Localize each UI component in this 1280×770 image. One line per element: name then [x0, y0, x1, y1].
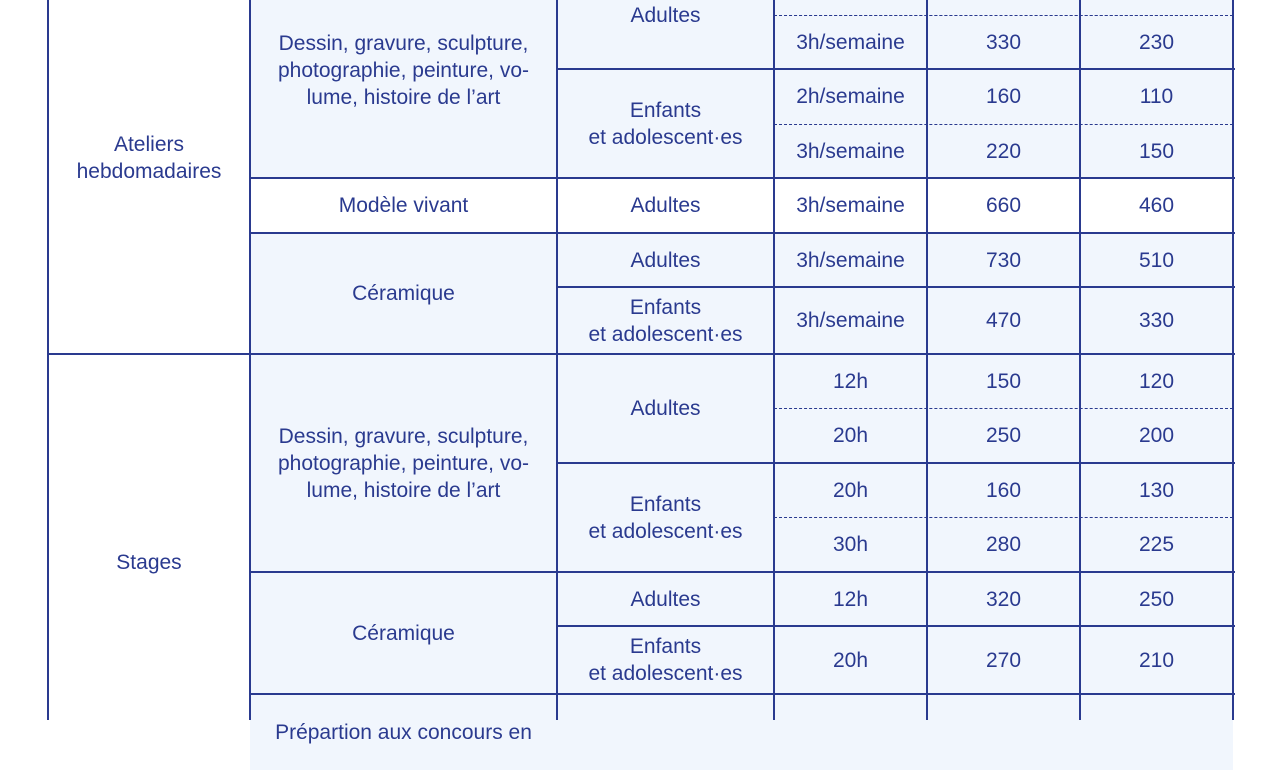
- audience-cell: [557, 626, 774, 694]
- duration-cell-text: 3h/semaine: [796, 30, 905, 54]
- reduced-price-cell: [1080, 463, 1233, 517]
- audience-cell: [557, 233, 774, 287]
- audience-cell: [557, 354, 774, 463]
- row-divider-dashed: [774, 15, 1233, 16]
- price-cell: [927, 694, 1080, 770]
- price-cell: [927, 408, 1080, 463]
- price-cell-text: 250: [985, 424, 1022, 447]
- column-divider: [926, 0, 928, 720]
- course-cell: [250, 0, 557, 178]
- category-cell-text: Ateliers hebdomadaires: [76, 133, 222, 183]
- audience-cell: [557, 463, 774, 572]
- reduced-price-cell-text: 120: [1138, 369, 1175, 393]
- price-cell-text: 150: [985, 369, 1022, 393]
- duration-cell-text: 3h/semaine: [796, 139, 905, 163]
- price-cell-text: 160: [985, 85, 1022, 108]
- duration-cell: [774, 694, 927, 770]
- reduced-price-cell-text: 250: [1138, 587, 1175, 611]
- reduced-price-cell: [1080, 408, 1233, 463]
- reduced-price-cell-text: 200: [1138, 424, 1175, 447]
- price-cell: [927, 233, 1080, 287]
- duration-cell-text: 20h: [832, 478, 869, 502]
- row-divider: [250, 571, 1235, 573]
- reduced-price-cell-text: 110: [1139, 85, 1174, 108]
- reduced-price-cell: [1080, 15, 1233, 69]
- reduced-price-cell: [1080, 233, 1233, 287]
- course-cell: [250, 178, 557, 233]
- course-cell: [250, 694, 557, 770]
- course-cell-text: Modèle vivant: [338, 194, 469, 217]
- reduced-price-cell-text: 130: [1138, 478, 1175, 502]
- price-cell: [927, 572, 1080, 626]
- row-divider-dashed: [774, 517, 1233, 518]
- column-divider: [47, 0, 49, 720]
- duration-cell: [774, 463, 927, 517]
- price-cell-text: 220: [985, 139, 1022, 163]
- course-cell-text: Céramique: [352, 621, 455, 645]
- duration-cell: [774, 287, 927, 354]
- reduced-price-cell-text: 460: [1138, 194, 1175, 217]
- course-cell: [250, 572, 557, 694]
- column-divider: [249, 0, 251, 720]
- reduced-price-cell: [1080, 626, 1233, 694]
- price-cell: [927, 287, 1080, 354]
- reduced-price-cell: [1080, 69, 1233, 124]
- price-cell-text: 280: [985, 533, 1022, 556]
- row-divider: [557, 286, 1235, 288]
- reduced-price-cell: [1080, 124, 1233, 178]
- price-cell-text: 160: [985, 478, 1022, 502]
- audience-cell-text: Adultes: [630, 4, 701, 27]
- reduced-price-cell-text: 510: [1138, 248, 1175, 272]
- duration-cell: [774, 626, 927, 694]
- column-divider: [773, 0, 775, 720]
- duration-cell-text: 3h/semaine: [796, 194, 905, 217]
- row-divider: [557, 625, 1235, 627]
- duration-cell: [774, 15, 927, 69]
- reduced-price-cell: [1080, 694, 1233, 770]
- course-cell-text: Dessin, gravure, sculpture, photographie, peinture, vo- lume, histoire de l’art: [277, 31, 529, 109]
- reduced-price-cell: [1080, 0, 1233, 15]
- price-cell-text: 660: [985, 194, 1022, 217]
- duration-cell-text: 20h: [832, 424, 869, 447]
- row-divider: [557, 462, 1235, 464]
- audience-cell: [557, 572, 774, 626]
- course-cell: [250, 233, 557, 354]
- row-divider: [557, 68, 1235, 70]
- price-cell: [927, 354, 1080, 408]
- price-cell: [927, 626, 1080, 694]
- price-cell: [927, 178, 1080, 233]
- duration-cell-text: 3h/semaine: [796, 309, 905, 332]
- row-divider-dashed: [774, 408, 1233, 409]
- audience-cell-text: Adultes: [630, 397, 701, 420]
- row-divider: [250, 232, 1235, 234]
- audience-cell: [557, 694, 774, 770]
- duration-cell: [774, 178, 927, 233]
- audience-cell-text: Enfants et adolescent·es: [588, 98, 743, 149]
- reduced-price-cell: [1080, 572, 1233, 626]
- price-cell-text: 730: [985, 248, 1022, 272]
- price-cell-text: 270: [985, 648, 1022, 672]
- duration-cell-text: 12h: [832, 369, 869, 393]
- category-cell: [48, 0, 250, 354]
- column-divider: [1232, 0, 1234, 720]
- reduced-price-cell-text: 330: [1138, 309, 1175, 332]
- duration-cell: [774, 124, 927, 178]
- audience-cell: [557, 178, 774, 233]
- category-cell-text: Stages: [116, 550, 182, 574]
- reduced-price-cell: [1080, 517, 1233, 572]
- reduced-price-cell: [1080, 287, 1233, 354]
- audience-cell-text: Adultes: [630, 194, 701, 217]
- price-cell: [927, 69, 1080, 124]
- price-cell-text: 320: [985, 587, 1022, 611]
- row-divider: [48, 353, 1235, 355]
- category-cell: [48, 354, 250, 770]
- duration-cell: [774, 354, 927, 408]
- price-cell-text: 330: [985, 30, 1022, 54]
- reduced-price-cell-text: 210: [1138, 648, 1175, 672]
- duration-cell: [774, 572, 927, 626]
- course-cell-text: Prépartion aux concours en: [275, 720, 532, 744]
- audience-cell-text: Enfants et adolescent·es: [588, 635, 743, 685]
- audience-cell-text: Enfants et adolescent·es: [588, 492, 743, 543]
- reduced-price-cell: [1080, 178, 1233, 233]
- reduced-price-cell-text: 150: [1138, 139, 1175, 163]
- price-cell: [927, 0, 1080, 15]
- duration-cell-text: 20h: [832, 648, 869, 672]
- duration-cell: [774, 408, 927, 463]
- duration-cell: [774, 0, 927, 15]
- audience-cell: [557, 0, 774, 69]
- course-cell: [250, 354, 557, 572]
- duration-cell-text: 30h: [832, 533, 869, 556]
- course-cell-text: Céramique: [352, 282, 455, 305]
- duration-cell: [774, 517, 927, 572]
- price-cell: [927, 517, 1080, 572]
- column-divider: [1079, 0, 1081, 720]
- duration-cell-text: 2h/semaine: [796, 85, 905, 108]
- duration-cell-text: 12h: [832, 587, 869, 611]
- price-cell: [927, 124, 1080, 178]
- audience-cell-text: Enfants et adolescent·es: [588, 295, 743, 346]
- reduced-price-cell: [1080, 354, 1233, 408]
- price-cell-text: 470: [985, 309, 1022, 332]
- audience-cell: [557, 69, 774, 178]
- audience-cell-text: Adultes: [630, 248, 701, 272]
- row-divider-dashed: [774, 124, 1233, 125]
- audience-cell-text: Adultes: [630, 587, 701, 611]
- duration-cell: [774, 69, 927, 124]
- duration-cell: [774, 233, 927, 287]
- row-divider: [250, 177, 1235, 179]
- row-divider: [250, 693, 1235, 695]
- reduced-price-cell-text: 230: [1138, 30, 1175, 54]
- price-cell: [927, 463, 1080, 517]
- column-divider: [556, 0, 558, 720]
- price-cell: [927, 15, 1080, 69]
- reduced-price-cell-text: 225: [1138, 533, 1175, 556]
- audience-cell: [557, 287, 774, 354]
- duration-cell-text: 3h/semaine: [796, 248, 905, 272]
- course-cell-text: Dessin, gravure, sculpture, photographie, peinture, vo- lume, histoire de l’art: [277, 424, 529, 502]
